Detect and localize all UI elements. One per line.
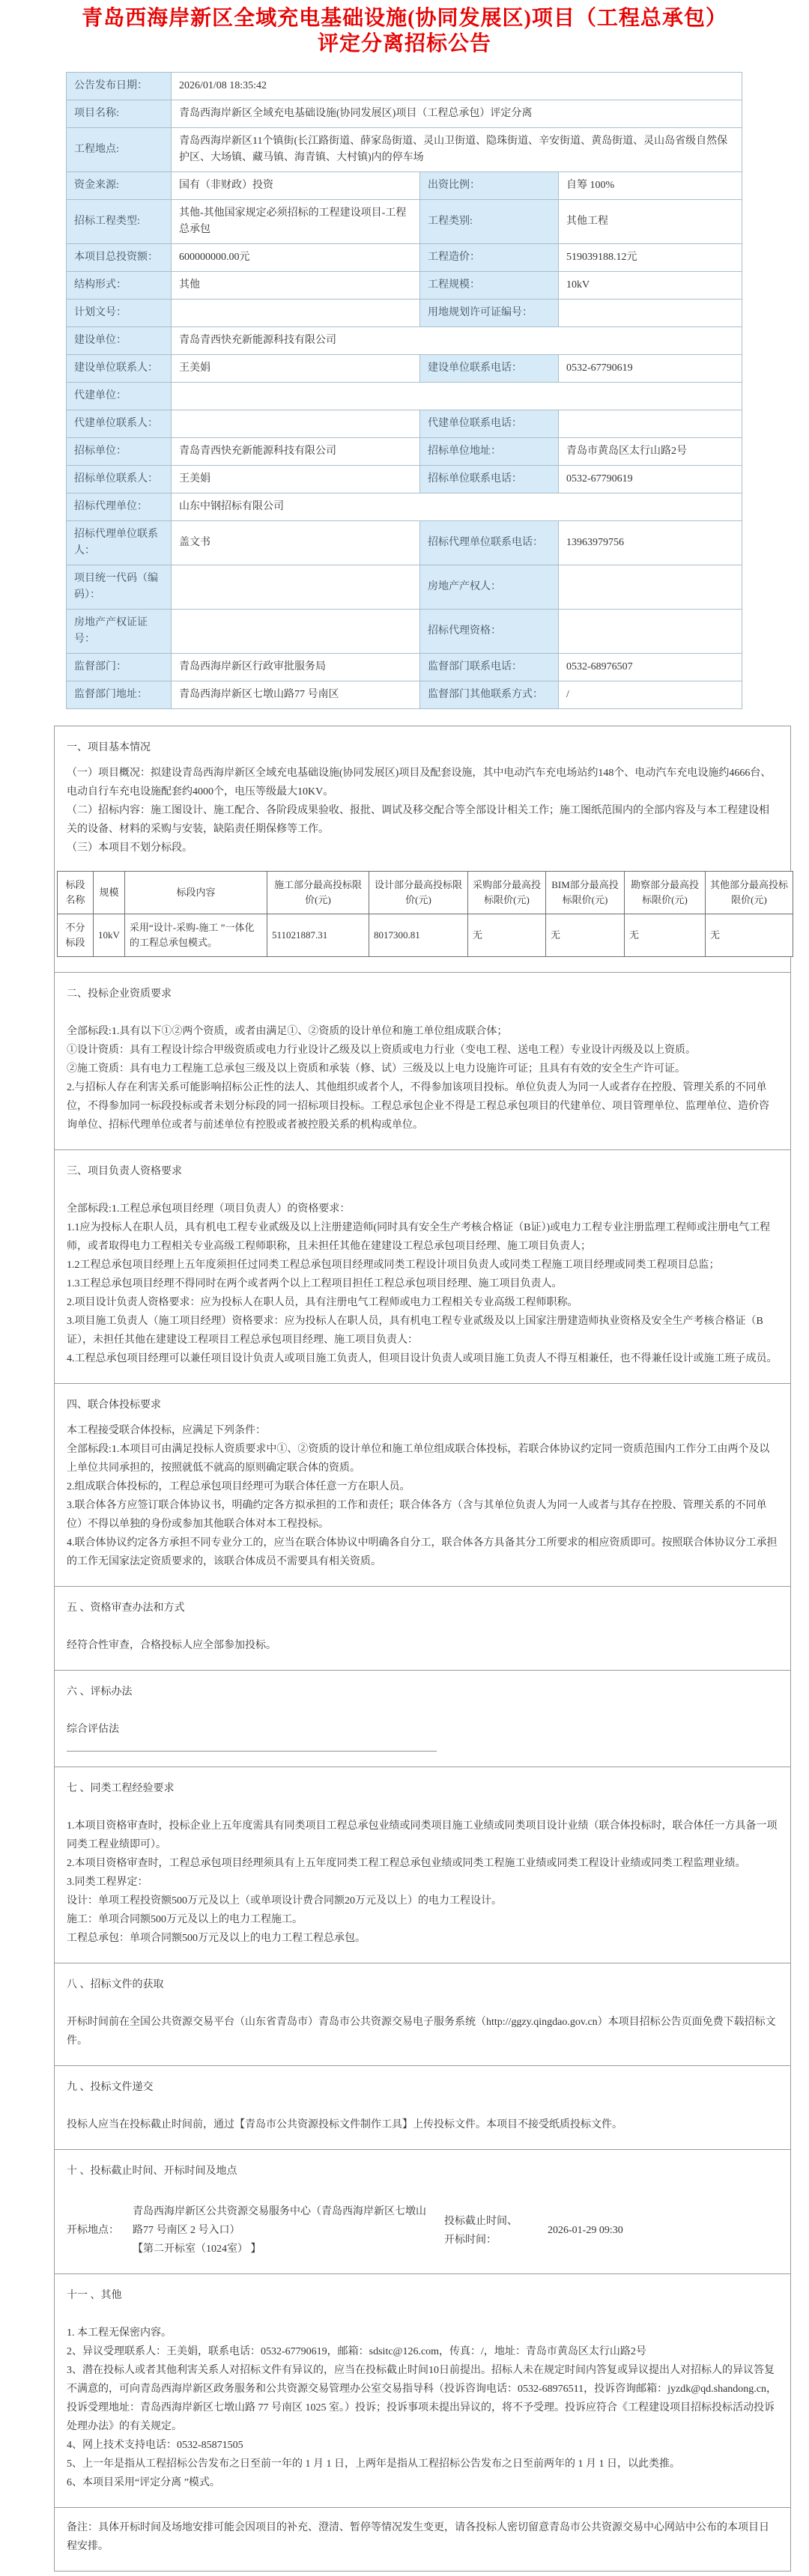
column-header: 采购部分最高投标限价(元) [468, 872, 546, 914]
page-title-line2: 评定分离招标公告 [317, 32, 491, 55]
table-header-row [58, 872, 793, 914]
paragraph: （一）项目概况：拟建设青岛西海岸新区全域充电基础设施(协同发展区)项目及配套设施，其中电动汽车充电场站约148个、电动汽车充电设施约4666台、电动自行车充电设施配套约4000个，电压等级最大10KV。 [67, 768, 772, 798]
table-row [67, 521, 742, 565]
field-value [559, 300, 742, 327]
field-value: 山东中钢招标有限公司 [172, 493, 742, 521]
section-title: 九 、投标文件递交 [67, 2082, 154, 2093]
field-value: 600000000.00元 [172, 244, 420, 272]
partial-divider [67, 1751, 437, 1752]
table-row [67, 355, 742, 383]
paragraph: 3.联合体各方应签订联合体协议书，明确约定各方拟承担的工作和责任；联合体各方（含与其单位负责人为同一人或者与其存在控股、管理关系的不同单位）不得以单独的身份或参加其他联合体对本工程投标。 [67, 1500, 767, 1530]
field-value: 王美娟 [172, 355, 420, 383]
column-header: 勘察部分最高投标限价(元) [625, 872, 706, 914]
field-value: 青岛青西快充新能源科技有限公司 [172, 438, 420, 466]
section-s11 [55, 2274, 790, 2508]
field-value: 国有（非财政）投资 [172, 172, 420, 200]
paragraph: 2.组成联合体投标的，工程总承包项目经理可为联合体任意一方在职人员。 [67, 1481, 410, 1492]
field-value: 盖文书 [172, 521, 420, 565]
section-s2 [55, 973, 790, 1150]
table-row [67, 466, 742, 493]
section-body [67, 764, 778, 857]
column-header: BIM部分最高投标限价(元) [546, 872, 625, 914]
field-label: 用地规划许可证编号： [420, 300, 559, 327]
section-title: 五 、资格审查办法和方式 [67, 1603, 185, 1614]
paragraph: ①设计资质：具有工程设计综合甲级资质或电力行业设计乙级及以上资质或电力行业（变电工程、送电工程）专业设计丙级及以上资质。 [67, 1045, 696, 1056]
project-info-table-body [67, 73, 742, 709]
field-value: 青岛青西快充新能源科技有限公司 [172, 327, 742, 355]
table-cell: 无 [546, 914, 625, 957]
table-cell: 无 [706, 914, 793, 957]
paragraph: 3.同类工程界定： [67, 1877, 148, 1888]
venue-address-text: 青岛西海岸新区公共资源交易服务中心（青岛西海岸新区七墩山路77 号南区 2 号入口） [133, 2206, 426, 2236]
section-body [67, 2518, 778, 2556]
field-label: 招标单位地址： [420, 438, 559, 466]
sections-container [54, 726, 791, 2572]
spacer [432, 2202, 444, 2258]
section-title: 四、联合体投标要求 [67, 1400, 161, 1411]
paragraph: 6、本项目采用“评定分离 ”模式。 [67, 2477, 220, 2488]
field-label: 代建单位联系人： [67, 410, 172, 438]
paragraph: 4、网上技术支持电话：0532-85871505 [67, 2440, 243, 2451]
section-s6 [55, 1671, 790, 1767]
announcement-page [0, 6, 809, 2576]
column-header: 标段名称 [58, 872, 94, 914]
table-row [67, 200, 742, 244]
table-row [67, 272, 742, 300]
paragraph: 2、异议受理联系人：王美娟，联系电话：0532-67790619，邮箱：sdsitc@126.com，传真：/，地址：青岛市黄岛区太行山路2号 [67, 2346, 646, 2357]
field-label: 招标代理资格： [420, 610, 559, 654]
page-title [0, 6, 809, 57]
field-label: 监督部门联系电话： [420, 654, 559, 681]
table-row [58, 914, 793, 957]
table-row [67, 610, 742, 654]
paragraph: （二）招标内容：施工图设计、施工配合、各阶段成果验收、报批、调试及移交配合等全部设计相关工作；施工图纸范围内的全部内容及与本工程建设相关的设备、材料的采购与安装，缺陷责任期保修等工作。 [67, 805, 769, 835]
table-cell: 8017300.81 [369, 914, 468, 957]
field-value [172, 565, 420, 610]
field-label: 招标单位联系电话： [420, 466, 559, 493]
section-body [67, 1421, 778, 1571]
section-s3 [55, 1150, 790, 1384]
section-note [55, 2508, 790, 2571]
section-title: 一、项目基本情况 [67, 742, 151, 753]
field-label: 建设单位联系电话： [420, 355, 559, 383]
table-cell: 不分标段 [58, 914, 94, 957]
paragraph: 4.工程总承包项目经理可以兼任项目设计负责人或项目施工负责人，但项目设计负责人或项目施工负责人不得互相兼任，也不得兼任设计或施工班子成员。 [67, 1353, 778, 1364]
field-value: 其他 [172, 272, 420, 300]
table-row [67, 244, 742, 272]
field-label: 项目名称: [67, 100, 172, 128]
paragraph: 1. 本工程无保密内容。 [67, 2327, 172, 2339]
paragraph: 3.项目施工负责人（施工项目经理）资格要求：应为投标人在职人员，具有机电工程专业贰级及以上国家注册建造师执业资格及安全生产考核合格证（B证），未担任其他在建建设工程项目工程总承包项目经理、施工项目负责人： [67, 1316, 763, 1346]
field-value: 其他-其他国家规定必须招标的工程建设项目-工程总承包 [172, 200, 420, 244]
section-title: 七 、同类工程经验要求 [67, 1783, 175, 1794]
paragraph: 2.与招标人存在利害关系可能影响招标公正性的法人、其他组织或者个人，不得参加该项目投标。单位负责人为同一人或者存在控股、管理关系的不同单位，不得参加同一标段投标或者未划分标段的同一招标项目投标。工程总承包企业不得是工程总承包项目的代建单位、项目管理单位、监理单位、造价咨询单位、招标代理单位或者与前述单位有控股或者被控股关系的机构或单位。 [67, 1082, 769, 1131]
field-value [559, 410, 742, 438]
field-value: 0532-68976507 [559, 654, 742, 681]
section-title: 八 、招标文件的获取 [67, 1979, 164, 1990]
paragraph: 工程总承包：单项合同额500万元及以上的电力工程工程总承包。 [67, 1933, 366, 1944]
column-header: 规模 [94, 872, 125, 914]
table-row [67, 410, 742, 438]
column-header: 标段内容 [125, 872, 267, 914]
bid-sections-table [57, 871, 793, 957]
field-value: 2026/01/08 18:35:42 [172, 73, 742, 100]
paragraph: 3、潜在投标人或者其他利害关系人对招标文件有异议的，应当在投标截止时间10日前提出。招标人未在规定时间内答复或异议提出人对招标人的异议答复不满意的，可向青岛西海岸新区政务服务和公共资源交易管理办公室交易指导科（投诉咨询电话：0532-68976511，投诉咨询邮箱：jyzdk@qd.shandong.cn，投诉受理地址：青岛西海岸新区七墩山路 77 号南区 1025 室。）投诉；投诉事项未提出异议的，将不予受理。投诉应符合《工程建设项目招标投标活动投诉处理办法》的有关规定。 [67, 2365, 778, 2432]
field-value: 青岛西海岸新区七墩山路77 号南区 [172, 681, 420, 709]
table-row [67, 493, 742, 521]
field-label: 建设单位： [67, 327, 172, 355]
paragraph: ②施工资质：具有电力工程施工总承包三级及以上资质和承装（修、试）三级及以上电力设施许可证；且具有有效的安全生产许可证。 [67, 1063, 685, 1075]
table-cell: 采用“设计-采购-施工 ”一体化的工程总承包模式。 [125, 914, 267, 957]
field-value: 0532-67790619 [559, 355, 742, 383]
paragraph: 4.联合体协议约定各方承担不同专业分工的，应当在联合体协议中明确各自分工，联合体各方具备其分工所要求的相应资质即可。按照联合体协议分工承担的工作无国家法定资质要求的，该联合体成员不需要具有相关资质。 [67, 1537, 778, 1567]
venue-address [133, 2202, 432, 2258]
table-cell: 10kV [94, 914, 125, 957]
field-label: 招标单位： [67, 438, 172, 466]
field-label: 监督部门其他联系方式： [420, 681, 559, 709]
field-value: 10kV [559, 272, 742, 300]
paragraph: 综合评估法 [67, 1724, 119, 1735]
section-title: 二、投标企业资质要求 [67, 988, 172, 1000]
field-label: 工程造价： [420, 244, 559, 272]
table-row [67, 100, 742, 128]
section-body [67, 1022, 778, 1134]
paragraph: 1.2工程总承包项目经理上五年度须担任过同类工程总承包项目经理或同类工程设计项目负责人或同类工程施工项目经理或同类工程项目总监； [67, 1260, 720, 1271]
table-row [67, 73, 742, 100]
paragraph: 1.3工程总承包项目经理不得同时在两个或者两个以上工程项目担任工程总承包项目经理、施工项目负责人。 [67, 1278, 563, 1289]
page-title-line1: 青岛西海岸新区全域充电基础设施(协同发展区)项目（工程总承包） [82, 7, 727, 30]
paragraph: 2.项目设计负责人资格要求：应为投标人在职人员，具有注册电气工程师或电力工程相关专业高级工程师职称。 [67, 1297, 578, 1308]
section-title: 六 、评标办法 [67, 1686, 133, 1698]
field-value: 青岛西海岸新区11个镇街(长江路街道、薛家岛街道、灵山卫街道、隐珠街道、辛安街道、黄岛街道、灵山岛省级自然保护区、大场镇、藏马镇、海青镇、大村镇)内的停车场 [172, 128, 742, 172]
paragraph: 本工程接受联合体投标，应满足下列条件： [67, 1425, 266, 1436]
column-header: 其他部分最高投标限价(元) [706, 872, 793, 914]
table-row [67, 300, 742, 327]
field-value: 其他工程 [559, 200, 742, 244]
venue-label: 开标地点： [67, 2225, 119, 2236]
table-row [67, 383, 742, 410]
table-cell: 无 [468, 914, 546, 957]
table-row [67, 172, 742, 200]
section-s1 [55, 726, 790, 973]
field-value: 自筹 100% [559, 172, 742, 200]
deadline-value: 2026-01-29 09:30 [548, 2225, 623, 2236]
table-row [67, 438, 742, 466]
field-label: 资金来源: [67, 172, 172, 200]
paragraph: 5、上一年是指从工程招标公告发布之日至前一年的 1 月 1 日，上两年是指从工程招标公告发布之日至前两年的 1 月 1 日，以此类推。 [67, 2458, 680, 2470]
field-label: 代建单位： [67, 383, 172, 410]
section-s4 [55, 1384, 790, 1587]
section-title: 三、项目负责人资格要求 [67, 1166, 182, 1177]
field-value: 王美娟 [172, 466, 420, 493]
field-label: 本项目总投资额： [67, 244, 172, 272]
paragraph: 备注：具体开标时间及场地安排可能会因项目的补充、澄清、暂停等情况发生变更，请各投标人密切留意青岛市公共资源交易中心网站中公布的本项目日程安排。 [67, 2522, 769, 2552]
field-label: 结构形式： [67, 272, 172, 300]
paragraph: 投标人应当在投标截止时间前，通过【青岛市公共资源投标文件制作工具】上传投标文件。本项目不接受纸质投标文件。 [67, 2119, 622, 2130]
table-row [67, 128, 742, 172]
field-value: 青岛西海岸新区行政审批服务局 [172, 654, 420, 681]
column-header: 施工部分最高投标限价(元) [267, 872, 369, 914]
project-info-table [66, 72, 742, 709]
section-body [67, 2324, 778, 2492]
field-value: / [559, 681, 742, 709]
paragraph: 1.1应为投标人在职人员，具有机电工程专业贰级及以上注册建造师(同时具有安全生产考核合格证（B证）)或电力工程专业注册监理工程师或注册电气工程师，或者取得电力工程相关专业高级工程师职称，且未担任其他在建建设工程总承包项目经理、施工项目负责人； [67, 1222, 771, 1252]
field-value [559, 610, 742, 654]
deadline-label: 投标截止时间、开标时间： [444, 2215, 518, 2246]
paragraph: 全部标段:1.本项目可由满足投标人资质要求中①、②资质的设计单位和施工单位组成联合体投标，若联合体协议约定同一资质范围内工作分工由两个及以上单位共同承担的，按照就低不就高的原则确定联合体的资质。 [67, 1444, 770, 1474]
paragraph: 2.本项目资格审查时，工程总承包项目经理须具有上五年度同类工程工程总承包业绩或同类工程施工业绩或同类工程设计业绩或同类工程监理业绩。 [67, 1858, 746, 1869]
field-value [172, 410, 420, 438]
field-label: 项目统一代码（编码）： [67, 565, 172, 610]
field-value [172, 300, 420, 327]
table-cell: 无 [625, 914, 706, 957]
field-label: 房地产产权人： [420, 565, 559, 610]
section-s9 [55, 2066, 790, 2150]
section-title: 十一 、其他 [67, 2290, 122, 2301]
section-s5 [55, 1587, 790, 1671]
field-label: 出资比例： [420, 172, 559, 200]
section-s10 [55, 2150, 790, 2274]
field-value: 519039188.12元 [559, 244, 742, 272]
field-label: 代建单位联系电话： [420, 410, 559, 438]
table-row [67, 565, 742, 610]
field-label: 工程地点: [67, 128, 172, 172]
field-label: 房地产产权证证号： [67, 610, 172, 654]
paragraph: 经符合性审查，合格投标人应全部参加投标。 [67, 1640, 276, 1651]
section-title: 十 、投标截止时间、开标时间及地点 [67, 2166, 237, 2177]
table-row [67, 654, 742, 681]
field-label: 建设单位联系人： [67, 355, 172, 383]
section-body [67, 1200, 778, 1368]
field-label: 招标单位联系人： [67, 466, 172, 493]
venue-deadline-row [67, 2202, 778, 2258]
section-body [67, 2013, 778, 2050]
field-label: 监督部门地址： [67, 681, 172, 709]
field-label: 监督部门： [67, 654, 172, 681]
paragraph: 开标时间前在全国公共资源交易平台（山东省青岛市）青岛市公共资源交易电子服务系统（http://ggzy.qingdao.gov.cn）本项目招标公告页面免费下载招标文件。 [67, 2017, 776, 2047]
section-body [67, 1720, 778, 1739]
field-label: 公告发布日期： [67, 73, 172, 100]
field-label: 计划文号： [67, 300, 172, 327]
field-value [172, 610, 420, 654]
section-body [67, 2202, 778, 2258]
section-body [67, 1636, 778, 1655]
field-label: 招标工程类型: [67, 200, 172, 244]
section-body [67, 1817, 778, 1948]
paragraph: 1.本项目资格审查时，投标企业上五年度需具有同类项目工程总承包业绩或同类项目施工业绩或同类项目设计业绩（联合体投标时，联合体任一方具备一项同类工程业绩即可）。 [67, 1820, 778, 1850]
paragraph: 全部标段:1.具有以下①②两个资质，或者由满足①、②资质的设计单位和施工单位组成联合体； [67, 1026, 508, 1037]
field-label: 招标代理单位： [67, 493, 172, 521]
paragraph: 设计：单项工程投资额500万元及以上（或单项设计费合同额20万元及以上）的电力工程设计。 [67, 1895, 502, 1907]
field-value [559, 565, 742, 610]
field-value: 0532-67790619 [559, 466, 742, 493]
table-cell: 511021887.31 [267, 914, 369, 957]
section-body [67, 2115, 778, 2134]
paragraph: 全部标段:1.工程总承包项目经理（项目负责人）的资格要求： [67, 1203, 351, 1215]
field-label: 招标代理单位联系人： [67, 521, 172, 565]
bid-sections-table-wrap [57, 871, 788, 957]
field-value: 13963979756 [559, 521, 742, 565]
field-label: 工程类别: [420, 200, 559, 244]
field-value: 青岛西海岸新区全域充电基础设施(协同发展区)项目（工程总承包）评定分离 [172, 100, 742, 128]
paragraph: （三）本项目不划分标段。 [67, 842, 193, 854]
column-header: 设计部分最高投标限价(元) [369, 872, 468, 914]
venue-room-text: 【第二开标室（1024室） 】 [133, 2244, 261, 2255]
table-row [67, 681, 742, 709]
section-s8 [55, 1963, 790, 2066]
paragraph: 施工：单项合同额500万元及以上的电力工程施工。 [67, 1914, 303, 1925]
field-value: 青岛市黄岛区太行山路2号 [559, 438, 742, 466]
field-value [172, 383, 742, 410]
field-label: 工程规模： [420, 272, 559, 300]
field-label: 招标代理单位联系电话： [420, 521, 559, 565]
table-row [67, 327, 742, 355]
